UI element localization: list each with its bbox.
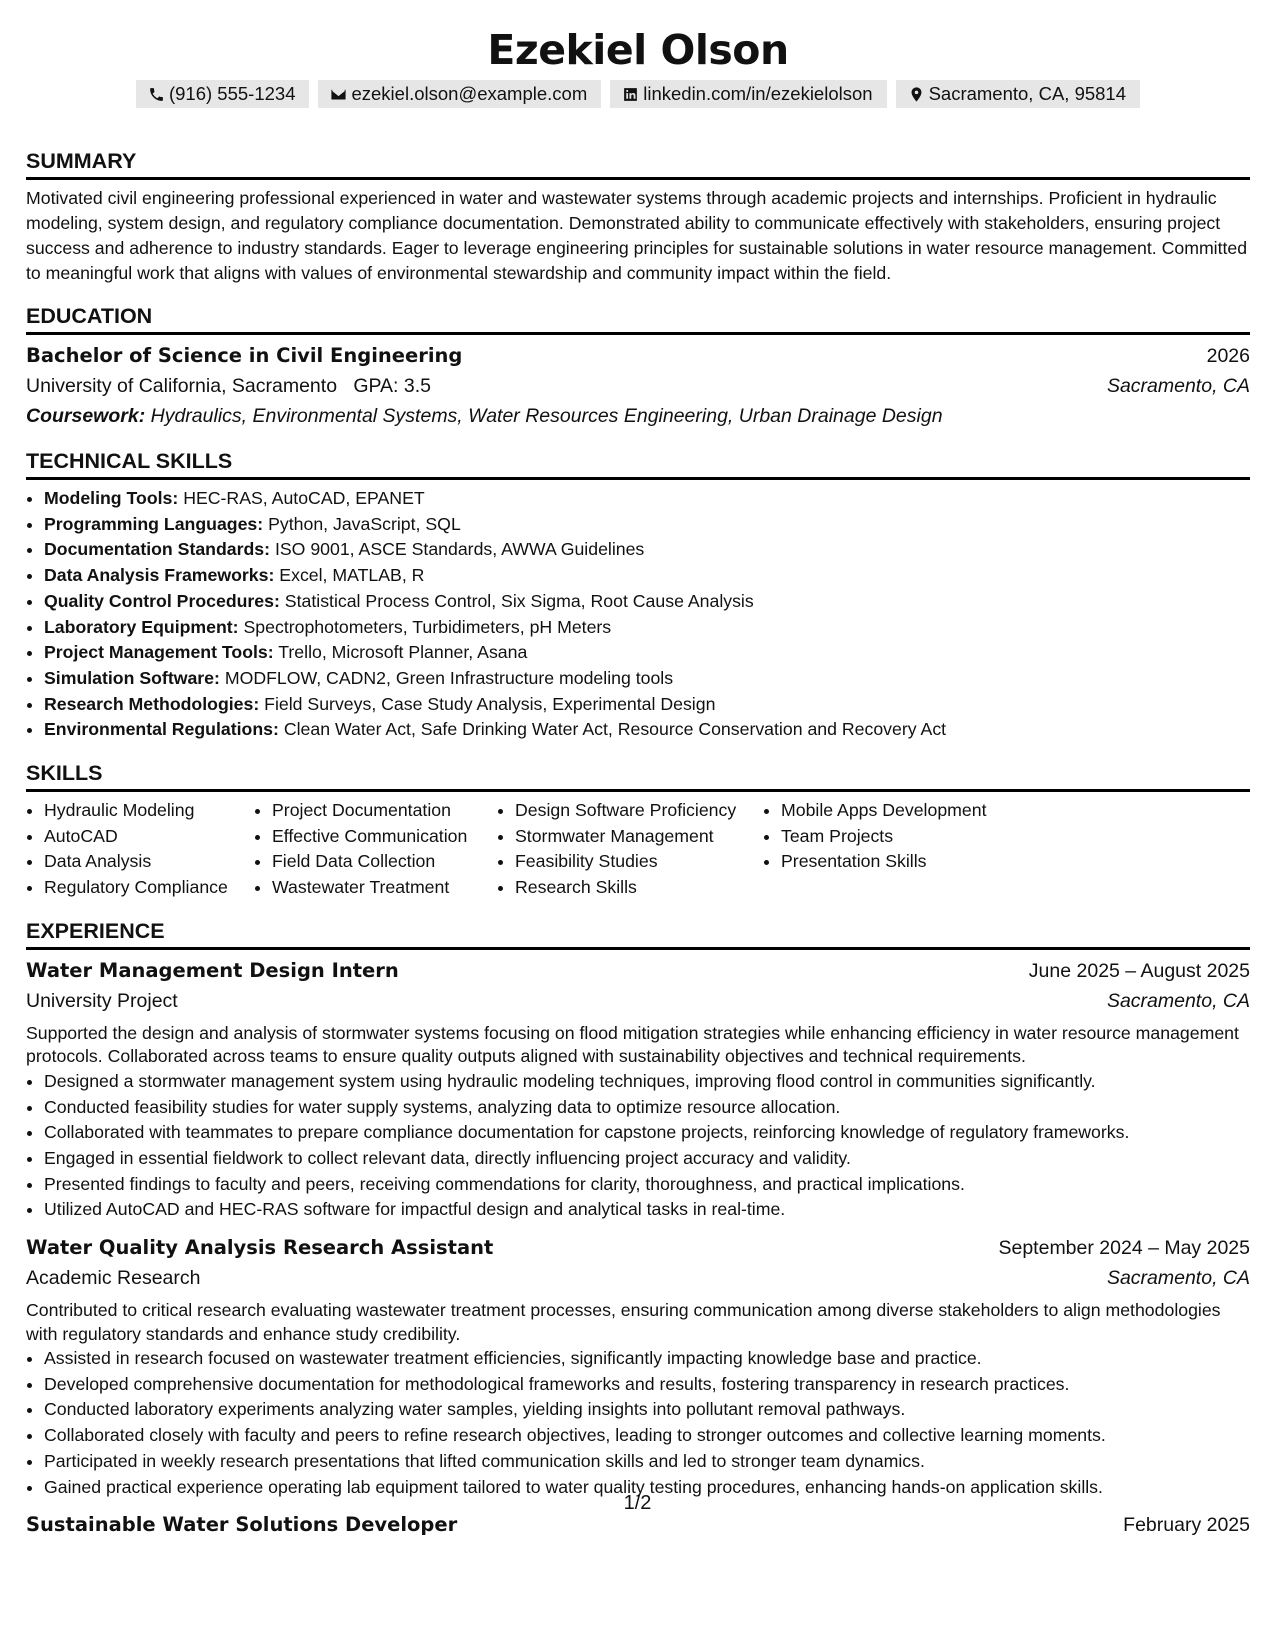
job-dates: September 2024 – May 2025 — [998, 1237, 1250, 1260]
list-item: • Presented findings to faculty and peers, receiving commendations for clarity, thoroughness, and practical implications. — [44, 1172, 1250, 1198]
skill-value: Excel, MATLAB, R — [279, 565, 425, 586]
list-item: • Engaged in essential fieldwork to collect relevant data, directly influencing project accuracy and validity. — [44, 1146, 1250, 1172]
summary-text: Motivated civil engineering professional experienced in water and wastewater systems through academic projects and internships. Proficient in hydraulic modeling, system design, and regulatory compliance documentation. Demonstrated ability to communicate effectively with stakeholders, ensuring project success and adherence to industry standards. Eager to leverage engineering principles for sustainable solutions in water resource management. Committed to meaningful work that aligns with values of environmental stewardship and community impact within the field. — [26, 188, 1248, 283]
linkedin-icon — [622, 86, 639, 103]
skill-value: Trello, Microsoft Planner, Asana — [278, 642, 528, 663]
list-item — [44, 717, 1250, 743]
linkedin-chip[interactable] — [610, 80, 886, 108]
skill-value: MODFLOW, CADN2, Green Infrastructure modeling tools — [224, 667, 674, 688]
list-item — [44, 589, 1250, 615]
email-chip[interactable] — [318, 80, 601, 108]
list-item — [44, 615, 1250, 641]
summary-heading: SUMMARY — [26, 147, 1250, 180]
skills-heading: SKILLS — [26, 759, 1250, 792]
skills-column — [763, 798, 1021, 901]
list-item — [44, 692, 1250, 718]
skill-value: Field Surveys, Case Study Analysis, Experimental Design — [264, 693, 716, 714]
skill-label: Documentation Standards: — [44, 539, 271, 560]
candidate-name: Ezekiel Olson — [487, 26, 789, 74]
skills-column — [26, 798, 254, 901]
job-description: Contributed to critical research evaluating wastewater treatment processes, ensuring communication among diverse stakeholders to align methodologies with regulatory standards and enhance study credibility. — [26, 1300, 1221, 1344]
skill-value: Python, JavaScript, SQL — [268, 513, 461, 534]
degree: Bachelor of Science in Civil Engineering — [26, 344, 463, 367]
list-item: • Regulatory Compliance — [44, 875, 254, 901]
job-dates: February 2025 — [1123, 1514, 1250, 1537]
list-item: • Assisted in research focused on wastewater treatment efficiencies, significantly impacting knowledge base and practice. — [44, 1346, 1250, 1372]
list-item: • Conducted feasibility studies for water supply systems, analyzing data to optimize resource allocation. — [44, 1095, 1250, 1121]
contact-bar — [26, 80, 1250, 108]
list-item: • Designed a stormwater management system using hydraulic modeling techniques, improving flood control in communities significantly. — [44, 1069, 1250, 1095]
skills-column — [497, 798, 763, 901]
list-item: • Participated in weekly research presentations that lifted communication skills and led to stronger team dynamics. — [44, 1449, 1250, 1475]
list-item: • Field Data Collection — [272, 849, 497, 875]
school-location: Sacramento, CA — [1106, 375, 1250, 397]
job-dates: June 2025 – August 2025 — [1028, 959, 1250, 982]
job-bullets — [26, 1069, 1250, 1223]
list-item: • Design Software Proficiency — [515, 798, 763, 824]
list-item: • Hydraulic Modeling — [44, 798, 254, 824]
phone-text: (916) 555-1234 — [168, 83, 296, 104]
skill-value: HEC-RAS, AutoCAD, EPANET — [183, 488, 425, 508]
job-title: Water Quality Analysis Research Assistant — [26, 1236, 494, 1260]
experience-org-row — [26, 986, 1250, 1016]
skill-value: Statistical Process Control, Six Sigma, Root Cause Analysis — [284, 590, 754, 611]
list-item: • Collaborated with teammates to prepare compliance documentation for capstone projects, reinforcing knowledge of regulatory frameworks. — [44, 1120, 1250, 1146]
page-number: 1/2 — [623, 1492, 652, 1514]
skill-label: Project Management Tools: — [44, 642, 274, 663]
skill-value: Clean Water Act, Safe Drinking Water Act, Resource Conservation and Recovery Act — [283, 719, 947, 740]
resume-page — [26, 0, 1250, 1540]
job-bullets — [26, 1346, 1250, 1500]
list-item: • Developed comprehensive documentation for methodological frameworks and results, fostering transparency in research practices. — [44, 1372, 1250, 1398]
list-item: • Wastewater Treatment — [272, 875, 497, 901]
list-item — [44, 563, 1250, 589]
education-heading: EDUCATION — [26, 302, 1250, 335]
experience-org-row — [26, 1263, 1250, 1293]
list-item — [44, 512, 1250, 538]
list-item: • AutoCAD — [44, 824, 254, 850]
list-item — [44, 486, 1250, 512]
skill-label: Laboratory Equipment: — [44, 616, 239, 637]
job-org: University Project — [26, 989, 178, 1012]
coursework-list: Hydraulics, Environmental Systems, Water Resources Engineering, Urban Drainage Design — [150, 405, 943, 427]
list-item: • Conducted laboratory experiments analyzing water samples, yielding insights into pollutant removal pathways. — [44, 1397, 1250, 1423]
list-item — [44, 666, 1250, 692]
list-item: • Gained practical experience operating lab equipment tailored to water quality testing procedures, enhancing hands-on application skills. — [44, 1475, 1250, 1501]
list-item: • Mobile Apps Development — [781, 798, 1021, 824]
gpa: GPA: 3.5 — [353, 375, 431, 397]
skill-label: Quality Control Procedures: — [44, 590, 280, 611]
location-text: Sacramento, CA, 95814 — [928, 83, 1127, 104]
email-text: ezekiel.olson@example.com — [351, 83, 588, 104]
skills-column — [254, 798, 497, 901]
job-org: Academic Research — [26, 1267, 201, 1290]
map-pin-icon — [908, 86, 925, 103]
skill-label: Data Analysis Frameworks: — [44, 565, 275, 586]
job-description: Supported the design and analysis of stormwater systems focusing on flood mitigation strategies while enhancing efficiency in water resource management protocols. Collaborated across teams to ensure quality outputs aligned with sustainability objectives and technical requirements. — [26, 1022, 1239, 1067]
list-item: • Project Documentation — [272, 798, 497, 824]
list-item: • Collaborated closely with faculty and peers to refine research objectives, leading to stronger outcomes and collective learning moments. — [44, 1423, 1250, 1449]
coursework-label: Coursework: — [26, 405, 146, 427]
list-item: • Research Skills — [515, 875, 763, 901]
skill-value: ISO 9001, ASCE Standards, AWWA Guidelines — [274, 539, 645, 560]
list-item: • Feasibility Studies — [515, 849, 763, 875]
skill-value: Spectrophotometers, Turbidimeters, pH Meters — [243, 616, 612, 637]
skill-label: Programming Languages: — [44, 513, 264, 534]
education-entry — [26, 341, 1250, 371]
envelope-icon — [330, 86, 347, 103]
linkedin-text: linkedin.com/in/ezekielolson — [643, 83, 873, 104]
skill-label: Modeling Tools: — [44, 488, 179, 508]
phone-icon — [148, 86, 165, 103]
list-item — [44, 537, 1250, 563]
list-item: • Presentation Skills — [781, 849, 1021, 875]
skills-grid — [26, 798, 1250, 901]
list-item: • Effective Communication — [272, 824, 497, 850]
skill-label: Simulation Software: — [44, 667, 220, 688]
list-item — [44, 640, 1250, 666]
location-chip — [896, 80, 1140, 108]
experience-title-row — [26, 1233, 1250, 1263]
education-school-row — [26, 371, 1250, 401]
school-line — [26, 371, 431, 401]
experience-heading: EXPERIENCE — [26, 917, 1250, 950]
job-location: Sacramento, CA — [1106, 989, 1250, 1012]
list-item: • Stormwater Management — [515, 824, 763, 850]
graduation-year: 2026 — [1206, 345, 1250, 367]
technical-skills-list — [26, 486, 1250, 743]
skill-label: Research Methodologies: — [44, 693, 260, 714]
list-item: • Team Projects — [781, 824, 1021, 850]
job-title: Water Management Design Intern — [26, 958, 399, 982]
school-name: University of California, Sacramento — [26, 375, 338, 397]
phone-chip[interactable] — [136, 80, 310, 108]
list-item: • Data Analysis — [44, 849, 254, 875]
technical-skills-heading: TECHNICAL SKILLS — [26, 447, 1250, 480]
experience-title-row — [26, 956, 1250, 986]
skill-label: Environmental Regulations: — [44, 719, 279, 740]
job-location: Sacramento, CA — [1106, 1267, 1250, 1290]
coursework-line — [26, 401, 1250, 431]
list-item: • Utilized AutoCAD and HEC-RAS software for impactful design and analytical tasks in real-time. — [44, 1197, 1250, 1223]
job-title: Sustainable Water Solutions Developer — [26, 1513, 458, 1537]
experience-entry — [26, 1233, 1250, 1500]
experience-entry — [26, 956, 1250, 1223]
